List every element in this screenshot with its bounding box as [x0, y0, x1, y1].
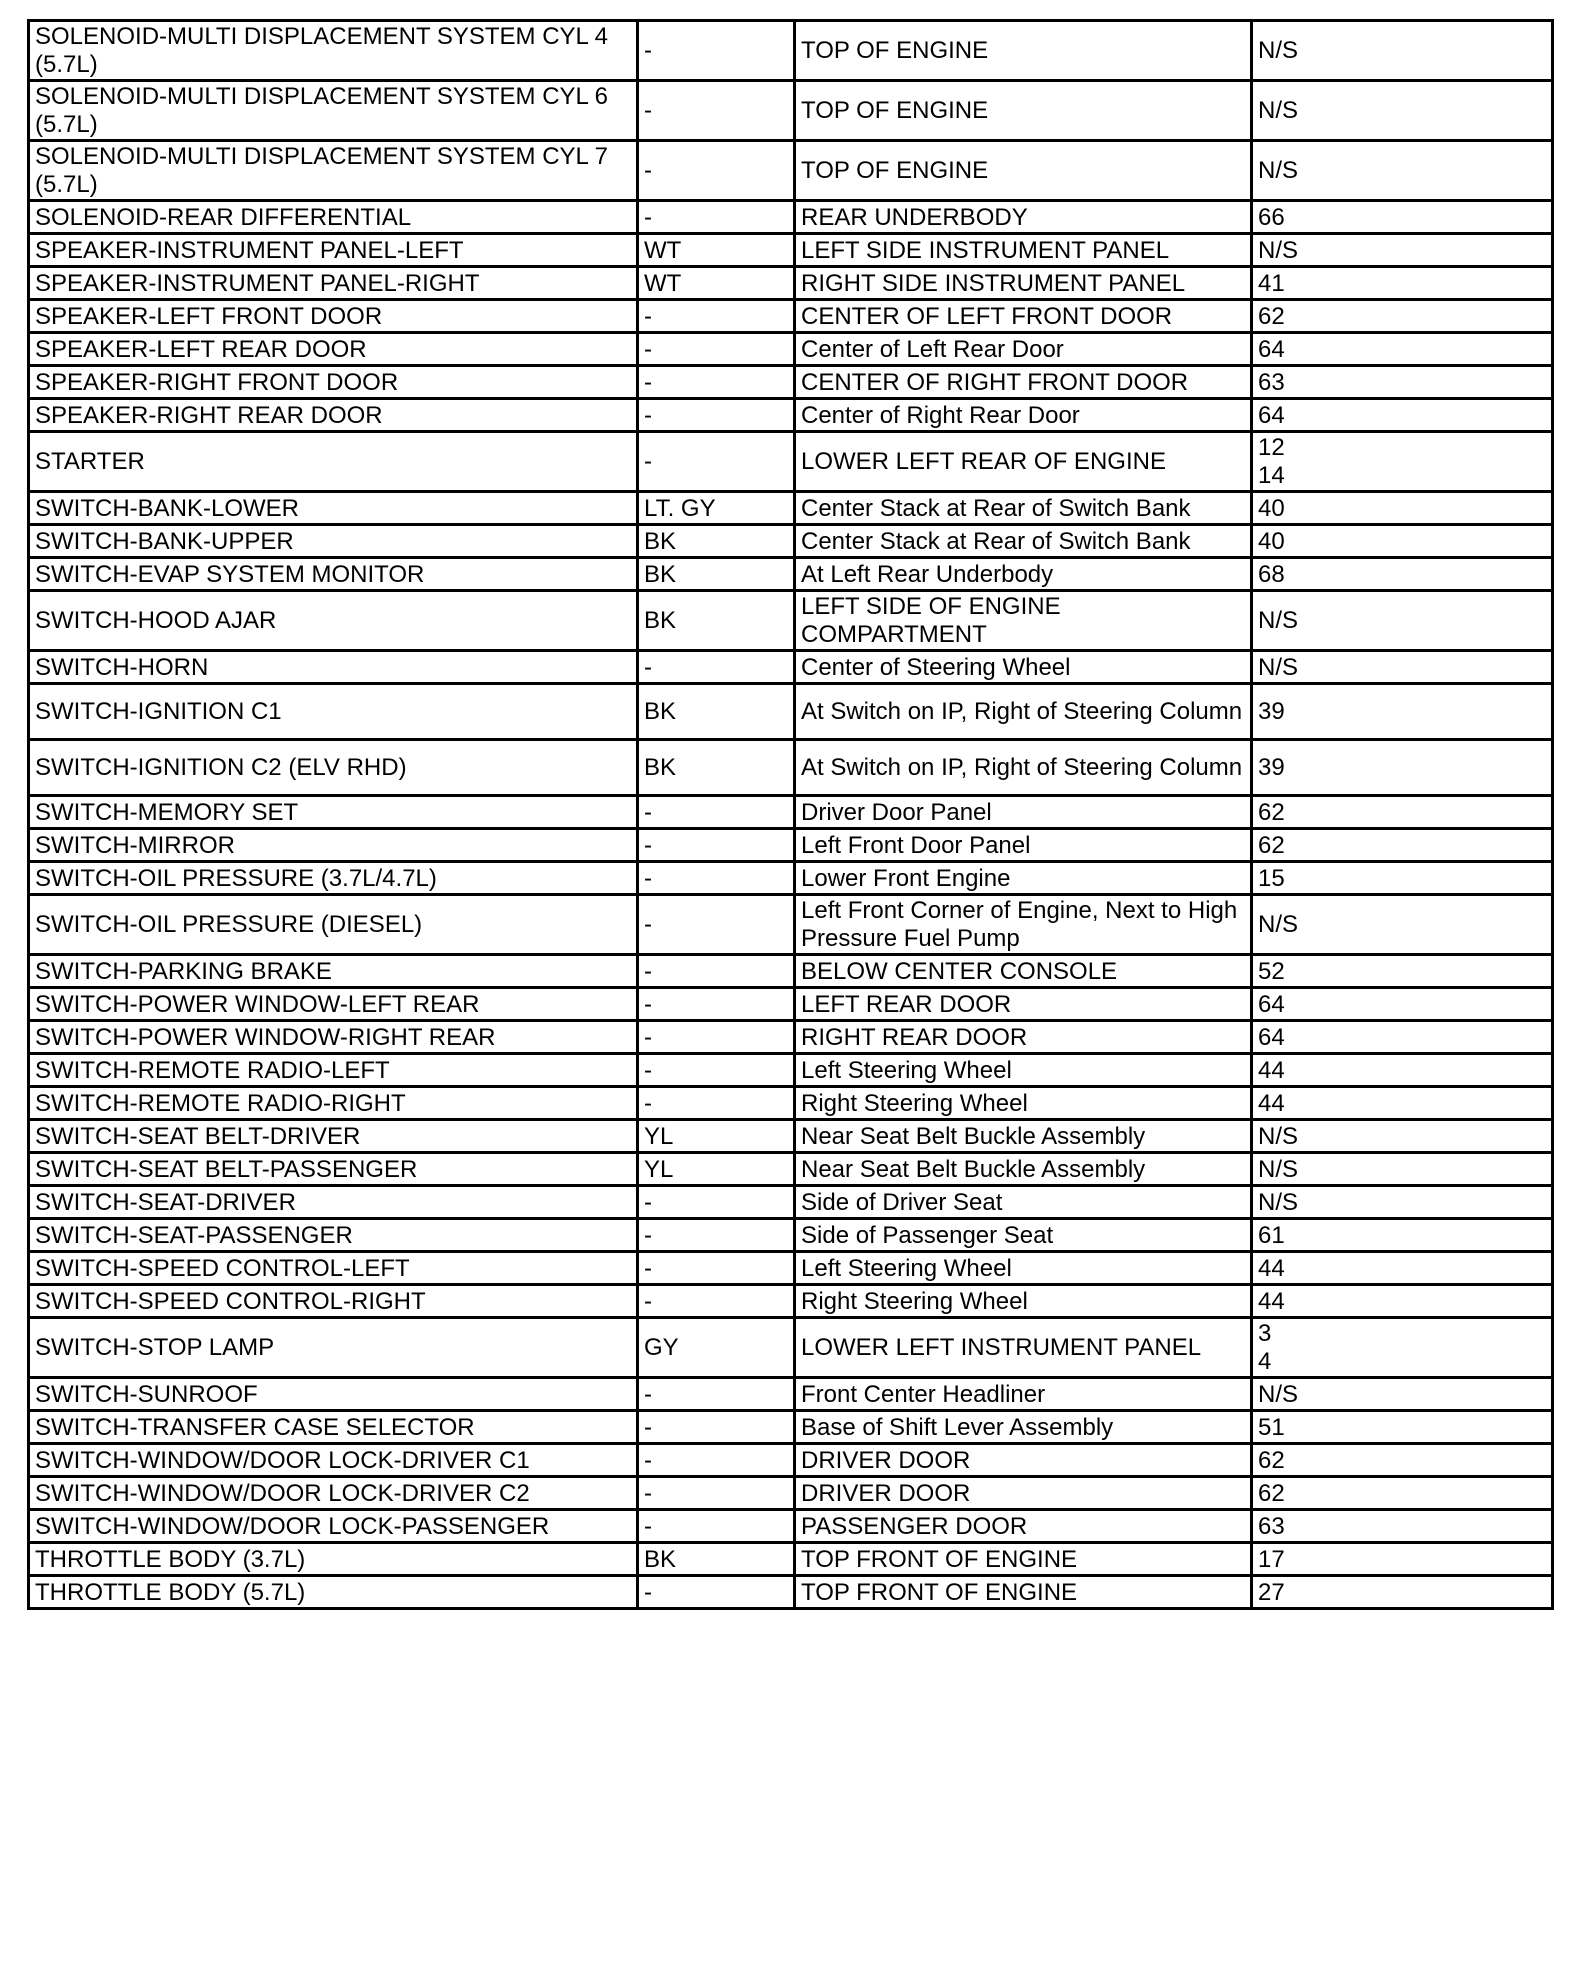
component-name-cell: SWITCH-BANK-UPPER [29, 525, 638, 558]
connector-color-cell: - [638, 432, 795, 492]
figure-number: N/S [1258, 911, 1299, 938]
connector-color-cell: - [638, 1087, 795, 1120]
location-cell: Lower Front Engine [795, 862, 1252, 895]
figure-number: 64 [1258, 401, 1285, 429]
figure-number: N/S [1258, 236, 1299, 264]
figure-number-cell [1252, 558, 1553, 591]
table-row [29, 1186, 1553, 1219]
figure-number-cell [1252, 829, 1553, 862]
component-name-cell: SWITCH-REMOTE RADIO-LEFT [29, 1054, 638, 1087]
location-cell: TOP OF ENGINE [795, 81, 1252, 141]
figure-number: N/S [1258, 653, 1299, 681]
location-cell: TOP FRONT OF ENGINE [795, 1543, 1252, 1576]
component-name-cell: THROTTLE BODY (5.7L) [29, 1576, 638, 1609]
table-row [29, 234, 1553, 267]
table-row [29, 651, 1553, 684]
location-cell: CENTER OF LEFT FRONT DOOR [795, 300, 1252, 333]
table-row [29, 740, 1553, 796]
location-cell: Center of Left Rear Door [795, 333, 1252, 366]
connector-color-cell: GY [638, 1318, 795, 1378]
location-cell: At Switch on IP, Right of Steering Column [795, 684, 1252, 740]
component-name-cell: SWITCH-TRANSFER CASE SELECTOR [29, 1411, 638, 1444]
connector-location-table [27, 19, 1554, 1610]
connector-color-cell: BK [638, 1543, 795, 1576]
connector-color-cell: BK [638, 558, 795, 591]
table-row [29, 1318, 1553, 1378]
figure-number-cell [1252, 1576, 1553, 1609]
location-cell: Right Steering Wheel [795, 1087, 1252, 1120]
location-cell: Side of Driver Seat [795, 1186, 1252, 1219]
component-name-cell: SWITCH-WINDOW/DOOR LOCK-PASSENGER [29, 1510, 638, 1543]
figure-number: 51 [1258, 1413, 1285, 1441]
location-cell: Left Steering Wheel [795, 1054, 1252, 1087]
figure-number: 44 [1258, 1254, 1285, 1282]
figure-number-cell [1252, 234, 1553, 267]
component-name-cell: THROTTLE BODY (3.7L) [29, 1543, 638, 1576]
figure-number: N/S [1258, 157, 1299, 184]
location-cell: RIGHT SIDE INSTRUMENT PANEL [795, 267, 1252, 300]
figure-number-cell [1252, 366, 1553, 399]
figure-number-cell [1252, 333, 1553, 366]
component-name-cell: SWITCH-MIRROR [29, 829, 638, 862]
figure-number-cell [1252, 651, 1553, 684]
component-name-cell: SWITCH-POWER WINDOW-LEFT REAR [29, 988, 638, 1021]
component-name-cell: SWITCH-HORN [29, 651, 638, 684]
figure-number: 44 [1258, 1287, 1285, 1315]
figure-number: 62 [1258, 798, 1285, 826]
figure-number-cell [1252, 1543, 1553, 1576]
component-name-cell: SWITCH-SPEED CONTROL-LEFT [29, 1252, 638, 1285]
table-row [29, 796, 1553, 829]
component-name-cell: SWITCH-IGNITION C1 [29, 684, 638, 740]
figure-number: 14 [1258, 462, 1285, 489]
component-name-cell: SPEAKER-INSTRUMENT PANEL-LEFT [29, 234, 638, 267]
component-name-cell: SWITCH-BANK-LOWER [29, 492, 638, 525]
table-row [29, 1444, 1553, 1477]
table-row [29, 684, 1553, 740]
figure-number: 62 [1258, 302, 1285, 330]
figure-number: 40 [1258, 494, 1285, 522]
location-cell: Near Seat Belt Buckle Assembly [795, 1153, 1252, 1186]
figure-number: N/S [1258, 1155, 1299, 1183]
table-row [29, 366, 1553, 399]
figure-number-cell [1252, 1378, 1553, 1411]
figure-number-cell [1252, 862, 1553, 895]
location-cell: Driver Door Panel [795, 796, 1252, 829]
connector-color-cell: - [638, 1411, 795, 1444]
location-cell: REAR UNDERBODY [795, 201, 1252, 234]
figure-number: 39 [1258, 698, 1285, 725]
figure-number: N/S [1258, 37, 1299, 64]
connector-color-cell: - [638, 1285, 795, 1318]
table-row [29, 558, 1553, 591]
location-cell: LOWER LEFT REAR OF ENGINE [795, 432, 1252, 492]
table-row [29, 862, 1553, 895]
connector-color-cell: - [638, 895, 795, 955]
location-cell: Front Center Headliner [795, 1378, 1252, 1411]
figure-number: 44 [1258, 1056, 1285, 1084]
table-row [29, 81, 1553, 141]
figure-number: 12 [1258, 434, 1285, 461]
connector-color-cell: - [638, 21, 795, 81]
component-name-cell: SWITCH-IGNITION C2 (ELV RHD) [29, 740, 638, 796]
connector-color-cell: - [638, 366, 795, 399]
connector-color-cell: - [638, 955, 795, 988]
table-row [29, 492, 1553, 525]
figure-number: 15 [1258, 864, 1285, 892]
figure-number: 4 [1258, 1348, 1272, 1375]
table-row [29, 432, 1553, 492]
table-row [29, 1477, 1553, 1510]
table-row [29, 1054, 1553, 1087]
location-cell: Left Front Corner of Engine, Next to High Pressure Fuel Pump [795, 895, 1252, 955]
location-cell: At Left Rear Underbody [795, 558, 1252, 591]
connector-color-cell: BK [638, 740, 795, 796]
table-row [29, 21, 1553, 81]
component-name-cell: SWITCH-HOOD AJAR [29, 591, 638, 651]
figure-number: 62 [1258, 1446, 1285, 1474]
figure-number: 68 [1258, 560, 1285, 588]
connector-color-cell: - [638, 81, 795, 141]
connector-color-cell: YL [638, 1153, 795, 1186]
table-row [29, 141, 1553, 201]
table-row [29, 895, 1553, 955]
table-row [29, 1543, 1553, 1576]
connector-color-cell: BK [638, 525, 795, 558]
component-name-cell: SWITCH-MEMORY SET [29, 796, 638, 829]
connector-color-cell: WT [638, 234, 795, 267]
table-row [29, 267, 1553, 300]
figure-number: 40 [1258, 527, 1285, 555]
table-row [29, 1021, 1553, 1054]
component-name-cell: SOLENOID-MULTI DISPLACEMENT SYSTEM CYL 6 (5.7L) [29, 81, 638, 141]
connector-color-cell: - [638, 1444, 795, 1477]
figure-number: 27 [1258, 1578, 1285, 1606]
component-name-cell: SWITCH-SEAT-DRIVER [29, 1186, 638, 1219]
figure-number: 39 [1258, 754, 1285, 781]
figure-number: 64 [1258, 990, 1285, 1018]
location-cell: Left Steering Wheel [795, 1252, 1252, 1285]
location-cell: Center of Steering Wheel [795, 651, 1252, 684]
component-name-cell: SWITCH-SEAT-PASSENGER [29, 1219, 638, 1252]
figure-number-cell [1252, 591, 1553, 651]
location-cell: Base of Shift Lever Assembly [795, 1411, 1252, 1444]
component-name-cell: SWITCH-POWER WINDOW-RIGHT REAR [29, 1021, 638, 1054]
table-row [29, 201, 1553, 234]
connector-color-cell: - [638, 1477, 795, 1510]
connector-color-cell: - [638, 829, 795, 862]
table-row [29, 1510, 1553, 1543]
figure-number-cell [1252, 399, 1553, 432]
connector-color-cell: - [638, 1252, 795, 1285]
table-body [29, 21, 1553, 1609]
figure-number-cell [1252, 21, 1553, 81]
location-cell: RIGHT REAR DOOR [795, 1021, 1252, 1054]
location-cell: DRIVER DOOR [795, 1477, 1252, 1510]
figure-number-cell [1252, 895, 1553, 955]
connector-color-cell: - [638, 1219, 795, 1252]
connector-color-cell: - [638, 651, 795, 684]
figure-number-cell [1252, 1318, 1553, 1378]
connector-color-cell: - [638, 333, 795, 366]
component-name-cell: SPEAKER-LEFT FRONT DOOR [29, 300, 638, 333]
table-row [29, 955, 1553, 988]
figure-number-cell [1252, 684, 1553, 740]
component-name-cell: SOLENOID-MULTI DISPLACEMENT SYSTEM CYL 4 (5.7L) [29, 21, 638, 81]
figure-number-cell [1252, 1219, 1553, 1252]
table-row [29, 1153, 1553, 1186]
connector-color-cell: BK [638, 684, 795, 740]
connector-color-cell: - [638, 796, 795, 829]
location-cell: DRIVER DOOR [795, 1444, 1252, 1477]
connector-color-cell: - [638, 988, 795, 1021]
component-name-cell: SWITCH-SEAT BELT-DRIVER [29, 1120, 638, 1153]
connector-color-cell: - [638, 1510, 795, 1543]
figure-number: 64 [1258, 1023, 1285, 1051]
figure-number-cell [1252, 988, 1553, 1021]
location-cell: BELOW CENTER CONSOLE [795, 955, 1252, 988]
figure-number-cell [1252, 1444, 1553, 1477]
figure-number: 63 [1258, 1512, 1285, 1540]
location-cell: At Switch on IP, Right of Steering Column [795, 740, 1252, 796]
table-row [29, 988, 1553, 1021]
location-cell: LOWER LEFT INSTRUMENT PANEL [795, 1318, 1252, 1378]
component-name-cell: SPEAKER-RIGHT FRONT DOOR [29, 366, 638, 399]
figure-number-cell [1252, 267, 1553, 300]
connector-color-cell: - [638, 1576, 795, 1609]
connector-color-cell: - [638, 300, 795, 333]
figure-number-cell [1252, 432, 1553, 492]
table-row [29, 1411, 1553, 1444]
component-name-cell: SOLENOID-REAR DIFFERENTIAL [29, 201, 638, 234]
location-cell: CENTER OF RIGHT FRONT DOOR [795, 366, 1252, 399]
component-name-cell: SPEAKER-RIGHT REAR DOOR [29, 399, 638, 432]
table-row [29, 399, 1553, 432]
figure-number-cell [1252, 1021, 1553, 1054]
figure-number-cell [1252, 492, 1553, 525]
figure-number-cell [1252, 1054, 1553, 1087]
figure-number: 62 [1258, 1479, 1285, 1507]
figure-number: 63 [1258, 368, 1285, 396]
figure-number-cell [1252, 796, 1553, 829]
location-cell: Right Steering Wheel [795, 1285, 1252, 1318]
figure-number: 52 [1258, 957, 1285, 985]
component-name-cell: SOLENOID-MULTI DISPLACEMENT SYSTEM CYL 7 (5.7L) [29, 141, 638, 201]
location-cell: Side of Passenger Seat [795, 1219, 1252, 1252]
table-row [29, 1576, 1553, 1609]
component-name-cell: SWITCH-SEAT BELT-PASSENGER [29, 1153, 638, 1186]
figure-number-cell [1252, 300, 1553, 333]
table-row [29, 333, 1553, 366]
figure-number: N/S [1258, 1122, 1299, 1150]
location-cell: Center of Right Rear Door [795, 399, 1252, 432]
figure-number-cell [1252, 955, 1553, 988]
connector-color-cell: - [638, 1378, 795, 1411]
location-cell: TOP OF ENGINE [795, 141, 1252, 201]
figure-number: 41 [1258, 269, 1285, 297]
component-name-cell: STARTER [29, 432, 638, 492]
figure-number-cell [1252, 740, 1553, 796]
connector-color-cell: - [638, 1054, 795, 1087]
component-name-cell: SWITCH-WINDOW/DOOR LOCK-DRIVER C2 [29, 1477, 638, 1510]
figure-number-cell [1252, 1087, 1553, 1120]
component-name-cell: SWITCH-SPEED CONTROL-RIGHT [29, 1285, 638, 1318]
table-row [29, 1252, 1553, 1285]
figure-number-cell [1252, 201, 1553, 234]
figure-number-cell [1252, 525, 1553, 558]
figure-number-cell [1252, 1477, 1553, 1510]
figure-number: 62 [1258, 831, 1285, 859]
figure-number-cell [1252, 1186, 1553, 1219]
figure-number: 44 [1258, 1089, 1285, 1117]
figure-number: N/S [1258, 97, 1299, 124]
figure-number-cell [1252, 1510, 1553, 1543]
location-cell: Near Seat Belt Buckle Assembly [795, 1120, 1252, 1153]
figure-number-cell [1252, 1285, 1553, 1318]
connector-color-cell: - [638, 141, 795, 201]
figure-number-cell [1252, 1120, 1553, 1153]
table-row [29, 1285, 1553, 1318]
table-row [29, 591, 1553, 651]
figure-number: 17 [1258, 1545, 1285, 1573]
table-row [29, 829, 1553, 862]
component-name-cell: SWITCH-SUNROOF [29, 1378, 638, 1411]
component-name-cell: SWITCH-EVAP SYSTEM MONITOR [29, 558, 638, 591]
component-name-cell: SWITCH-OIL PRESSURE (DIESEL) [29, 895, 638, 955]
location-cell: TOP OF ENGINE [795, 21, 1252, 81]
figure-number-cell [1252, 1252, 1553, 1285]
location-cell: LEFT SIDE OF ENGINE COMPARTMENT [795, 591, 1252, 651]
table-row [29, 300, 1553, 333]
figure-number: 64 [1258, 335, 1285, 363]
connector-color-cell: WT [638, 267, 795, 300]
component-name-cell: SWITCH-OIL PRESSURE (3.7L/4.7L) [29, 862, 638, 895]
connector-color-cell: - [638, 201, 795, 234]
connector-color-cell: - [638, 862, 795, 895]
table-row [29, 1120, 1553, 1153]
table-row [29, 525, 1553, 558]
figure-number-cell [1252, 1153, 1553, 1186]
figure-number: 66 [1258, 203, 1285, 231]
connector-color-cell: BK [638, 591, 795, 651]
figure-number: 3 [1258, 1320, 1272, 1347]
figure-number-cell [1252, 141, 1553, 201]
component-name-cell: SWITCH-WINDOW/DOOR LOCK-DRIVER C1 [29, 1444, 638, 1477]
connector-color-cell: - [638, 1186, 795, 1219]
figure-number: 61 [1258, 1221, 1285, 1249]
location-cell: LEFT REAR DOOR [795, 988, 1252, 1021]
figure-number: N/S [1258, 1380, 1299, 1408]
connector-color-cell: LT. GY [638, 492, 795, 525]
component-name-cell: SPEAKER-INSTRUMENT PANEL-RIGHT [29, 267, 638, 300]
connector-color-cell: - [638, 1021, 795, 1054]
location-cell: LEFT SIDE INSTRUMENT PANEL [795, 234, 1252, 267]
table-row [29, 1087, 1553, 1120]
connector-color-cell: YL [638, 1120, 795, 1153]
location-cell: PASSENGER DOOR [795, 1510, 1252, 1543]
figure-number-cell [1252, 81, 1553, 141]
location-cell: Center Stack at Rear of Switch Bank [795, 525, 1252, 558]
connector-color-cell: - [638, 399, 795, 432]
location-cell: Left Front Door Panel [795, 829, 1252, 862]
component-name-cell: SPEAKER-LEFT REAR DOOR [29, 333, 638, 366]
location-cell: Center Stack at Rear of Switch Bank [795, 492, 1252, 525]
figure-number: N/S [1258, 1188, 1299, 1216]
table-row [29, 1378, 1553, 1411]
component-name-cell: SWITCH-REMOTE RADIO-RIGHT [29, 1087, 638, 1120]
figure-number: N/S [1258, 607, 1299, 634]
component-name-cell: SWITCH-PARKING BRAKE [29, 955, 638, 988]
table-row [29, 1219, 1553, 1252]
location-cell: TOP FRONT OF ENGINE [795, 1576, 1252, 1609]
figure-number-cell [1252, 1411, 1553, 1444]
component-name-cell: SWITCH-STOP LAMP [29, 1318, 638, 1378]
